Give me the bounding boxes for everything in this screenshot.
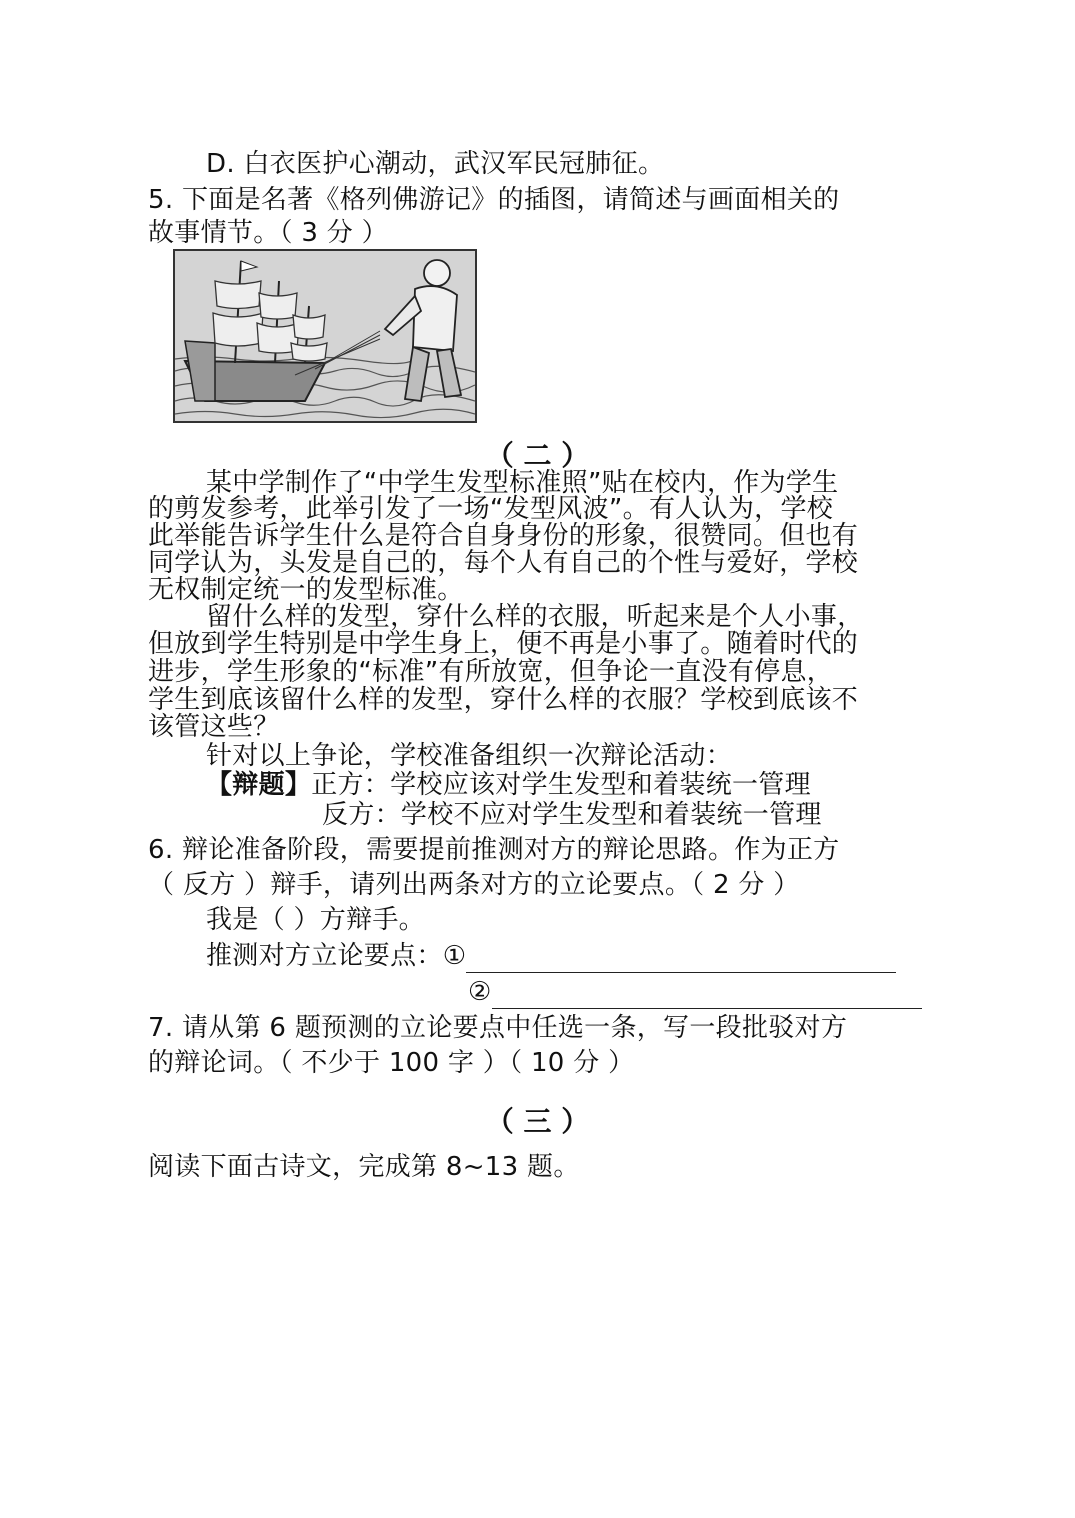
debate-topic-label: 【辩题】 — [206, 770, 312, 800]
section-2-paragraph-1-line2: 的剪发参考，此举引发了一场“发型风波”。有人认为，学校 — [148, 494, 834, 524]
section-2-paragraph-2-line3: 进步，学生形象的“标准”有所放宽，但争论一直没有停息， — [148, 657, 834, 687]
section-3-intro: 阅读下面古诗文，完成第 8~13 题。 — [148, 1152, 580, 1182]
guess-marker-1: ① — [442, 941, 467, 971]
debate-pro-text: 正方：学校应该对学生发型和着装统一管理 — [311, 770, 811, 800]
debate-topic-con: 反方：学校不应对学生发型和着装统一管理 — [322, 800, 822, 830]
question-6-guess-row-2 — [468, 975, 1075, 1009]
question-6-side-statement: 我是（ ）方辩手。 — [206, 905, 425, 935]
question-5-line1: 5. 下面是名著《格列佛游记》的插图，请简述与画面相关的 — [148, 185, 840, 215]
question-7-line2: 的辩论词。（ 不少于 100 字 ）（ 10 分 ） — [148, 1048, 635, 1078]
section-2-paragraph-1-line5: 无权制定统一的发型标准。 — [148, 575, 464, 605]
section-2-paragraph-1-line4: 同学认为，头发是自己的，每个人有自己的个性与爱好，学校 — [148, 548, 859, 578]
section-2-paragraph-3: 针对以上争论，学校准备组织一次辩论活动： — [206, 741, 733, 771]
guess-label: 推测对方立论要点： — [206, 941, 443, 971]
debate-topic-pro — [206, 768, 986, 802]
question-6-line2: （ 反方 ）辩手，请列出两条对方的立论要点。（ 2 分 ） — [148, 870, 800, 900]
question-7-line1: 7. 请从第 6 题预测的立论要点中任选一条，写一段批驳对方 — [148, 1013, 848, 1043]
section-3-title: （ 三 ） — [485, 1105, 590, 1138]
question-5-line2: 故事情节。（ 3 分 ） — [148, 218, 388, 248]
section-2-paragraph-2-line5: 该管这些？ — [148, 712, 280, 742]
section-2-paragraph-2-line4: 学生到底该留什么样的发型，穿什么样的衣服？学校到底该不 — [148, 685, 859, 715]
answer-blank-2[interactable] — [492, 982, 922, 1009]
section-2-paragraph-2-line2: 但放到学生特别是中学生身上，便不再是小事了。随着时代的 — [148, 629, 859, 659]
section-2-paragraph-1-line1: 某中学制作了“中学生发型标准照”贴在校内，作为学生 — [206, 468, 839, 498]
option-d: D. 白衣医护心潮动，武汉军民冠肺征。 — [206, 149, 665, 179]
gulliver-ship-image — [175, 251, 475, 421]
question-6-guess-row-1 — [206, 939, 986, 973]
gulliver-illustration — [173, 249, 477, 423]
section-2-paragraph-1-line3: 此举能告诉学生什么是符合自身身份的形象，很赞同。但也有 — [148, 521, 859, 551]
guess-marker-2: ② — [468, 977, 492, 1007]
question-6-line1: 6. 辩论准备阶段，需要提前推测对方的辩论思路。作为正方 — [148, 835, 840, 865]
section-2-paragraph-2-line1: 留什么样的发型，穿什么样的衣服，听起来是个人小事， — [206, 602, 864, 632]
section-2-title: （ 二 ） — [485, 439, 590, 472]
answer-blank-1[interactable] — [466, 946, 896, 973]
